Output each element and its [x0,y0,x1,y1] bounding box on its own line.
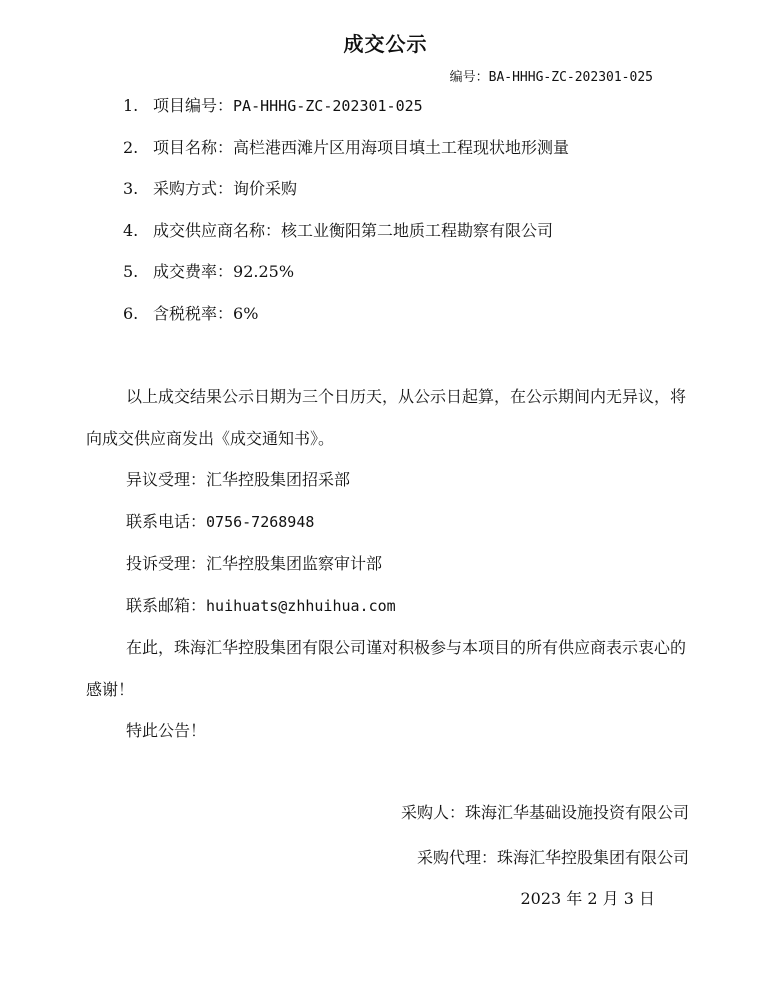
email-value: huihuats@zhhuihua.com [206,596,396,615]
email-line [86,585,701,628]
item-value: 核工业衡阳第二地质工程勘察有限公司 [281,220,554,240]
list-item [123,219,569,261]
list-item [123,177,569,219]
list-item [123,94,569,136]
document-number: 编号：BA-HHHG-ZC-202301-025 [449,70,653,85]
phone-label: 联系电话： [126,511,207,531]
item-value: 询价采购 [233,179,298,198]
email-label: 联系邮箱： [126,595,207,615]
item-number: 4. [123,220,139,240]
closing-line: 特此公告！ [126,721,207,740]
objection-line [86,459,701,501]
list-item [123,260,569,302]
phone-line [86,501,701,544]
notice-paragraph: 以上成交结果公示日期为三个日历天，从公示日起算，在公示期间内无异议，将向成交供应商发出《成交通知书》。 [86,387,687,448]
item-number: 2. [123,137,139,157]
objection-label: 异议受理： [126,470,207,489]
complaint-label: 投诉受理： [126,554,207,573]
item-number: 5. [123,262,139,281]
item-label: 含税税率： [153,303,234,323]
item-label: 项目编号： [153,96,234,115]
item-value: PA-HHHG-ZC-202301-025 [233,97,423,115]
item-list [123,94,569,343]
agent-signature: 采购代理：珠海汇华控股集团有限公司 [416,848,689,867]
phone-value: 0756-7268948 [206,512,315,531]
complaint-value: 汇华控股集团监察审计部 [206,554,383,573]
item-label: 采购方式： [153,179,234,198]
page-title: 成交公示 [343,32,428,56]
purchaser-signature: 采购人：珠海汇华基础设施投资有限公司 [400,803,689,822]
item-value: 高栏港西滩片区用海项目填土工程现状地形测量 [233,137,570,157]
list-item [123,302,569,344]
complaint-line [86,543,701,585]
item-number: 3. [123,179,139,198]
notice-body [86,376,701,752]
item-value: 6% [233,303,259,323]
item-label: 项目名称： [153,137,234,157]
item-label: 成交费率： [153,262,234,281]
item-label: 成交供应商名称： [153,220,282,240]
objection-value: 汇华控股集团招采部 [206,470,351,489]
thanks-paragraph: 在此，珠海汇华控股集团有限公司谨对积极参与本项目的所有供应商表示衷心的感谢！ [86,638,687,699]
signature-date: 2023 年 2 月 3 日 [520,889,655,908]
item-number: 6. [123,303,139,323]
item-value: 92.25% [233,262,295,281]
list-item [123,136,569,178]
item-number: 1. [123,96,139,115]
